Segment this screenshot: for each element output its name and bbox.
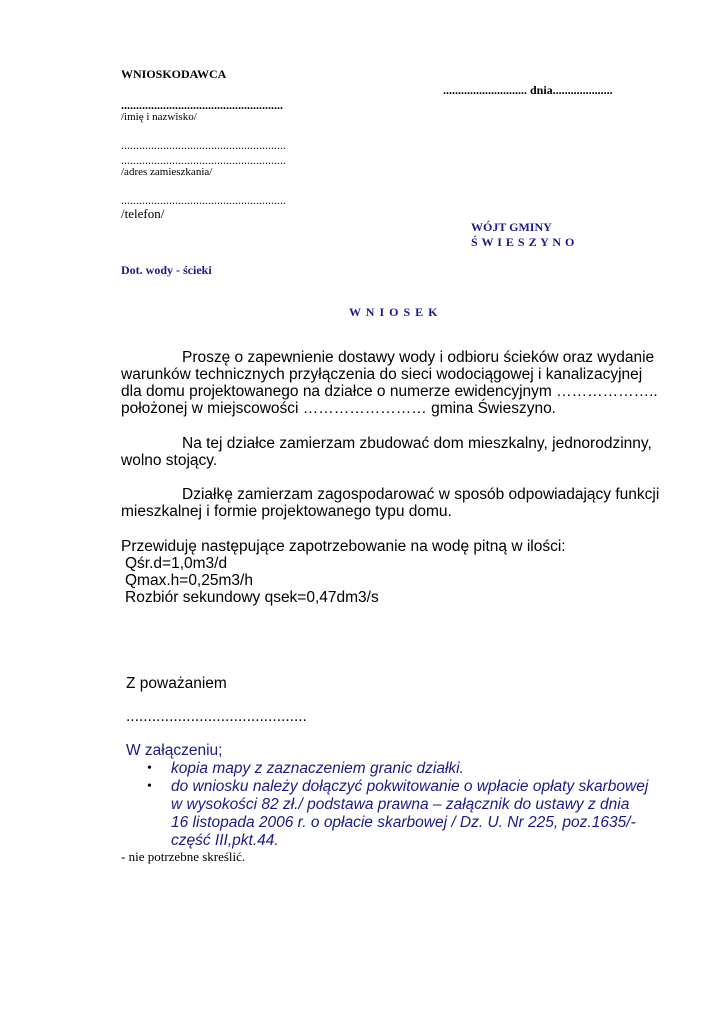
name-line: ...................................................... <box>121 98 283 112</box>
p1-line-4: położonej w miejscowości …………………… gmina Świeszyno. <box>121 400 556 417</box>
p4-line-3: Qmax.h=0,25m3/h <box>125 572 253 589</box>
bullet-icon: • <box>147 779 152 794</box>
applicant-label: WNIOSKODAWCA <box>121 67 227 81</box>
p1-line-3: dla domu projektowanego na działce o numerze ewidencyjnym ……………….. <box>121 383 658 400</box>
attachment-item-2-line-3: 16 listopada 2006 r. o opłacie skarbowej / Dz. U. Nr 225, poz.1635/- <box>171 814 636 831</box>
p2-line-2: wolno stojący. <box>121 452 218 469</box>
address-line-2: ....................................................... <box>121 153 286 167</box>
name-caption: /imię i nazwisko/ <box>121 111 197 123</box>
attachments-label: W załączeniu; <box>126 742 223 759</box>
footnote: - nie potrzebne skreślić. <box>121 849 246 864</box>
address-line-1: ....................................................... <box>121 138 286 152</box>
p3-line-2: mieszkalnej i formie projektowanego typu domu. <box>121 503 452 520</box>
bullet-icon: • <box>147 761 152 776</box>
attachment-item-2-line-2: w wysokości 82 zł./ podstawa prawna – załącznik do ustawy z dnia <box>171 796 630 813</box>
attachment-item-2-line-1: do wniosku należy dołączyć pokwitowanie o wpłacie opłaty skarbowej <box>171 778 649 795</box>
p2-line-1: Na tej działce zamierzam zbudować dom mieszkalny, jednorodzinny, <box>182 435 652 452</box>
p1-line-2: warunków technicznych przyłączenia do sieci wodociągowej i kanalizacyjnej <box>121 366 643 383</box>
p1-line-1: Proszę o zapewnienie dostawy wody i odbioru ścieków oraz wydanie <box>182 349 655 366</box>
signature-line: .......................................... <box>126 708 307 725</box>
address-caption: /adres zamieszkania/ <box>121 166 213 178</box>
subject: Dot. wody - ścieki <box>121 263 212 277</box>
phone-caption: /telefon/ <box>121 206 165 221</box>
document-title: W N I O S E K <box>349 305 439 319</box>
p4-line-4: Rozbiór sekundowy qsek=0,47dm3/s <box>125 589 379 606</box>
p4-line-2: Qśr.d=1,0m3/d <box>125 555 228 572</box>
closing-regards: Z poważaniem <box>126 675 227 692</box>
p3-line-1: Działkę zamierzam zagospodarować w sposób odpowiadający funkcji <box>182 486 660 503</box>
attachment-item-1: kopia mapy z zaznaczeniem granic działki. <box>171 760 464 777</box>
phone-line: ....................................................... <box>121 193 286 207</box>
date-line: ............................ dnia.................... <box>443 83 613 97</box>
attachment-item-2-line-4: część III,pkt.44. <box>171 832 279 849</box>
p4-line-1: Przewiduję następujące zapotrzebowanie na wodę pitną w ilości: <box>121 538 566 555</box>
recipient-line-2: Ś W I E S Z Y N O <box>471 235 575 249</box>
recipient-line-1: WÓJT GMINY <box>471 220 552 234</box>
